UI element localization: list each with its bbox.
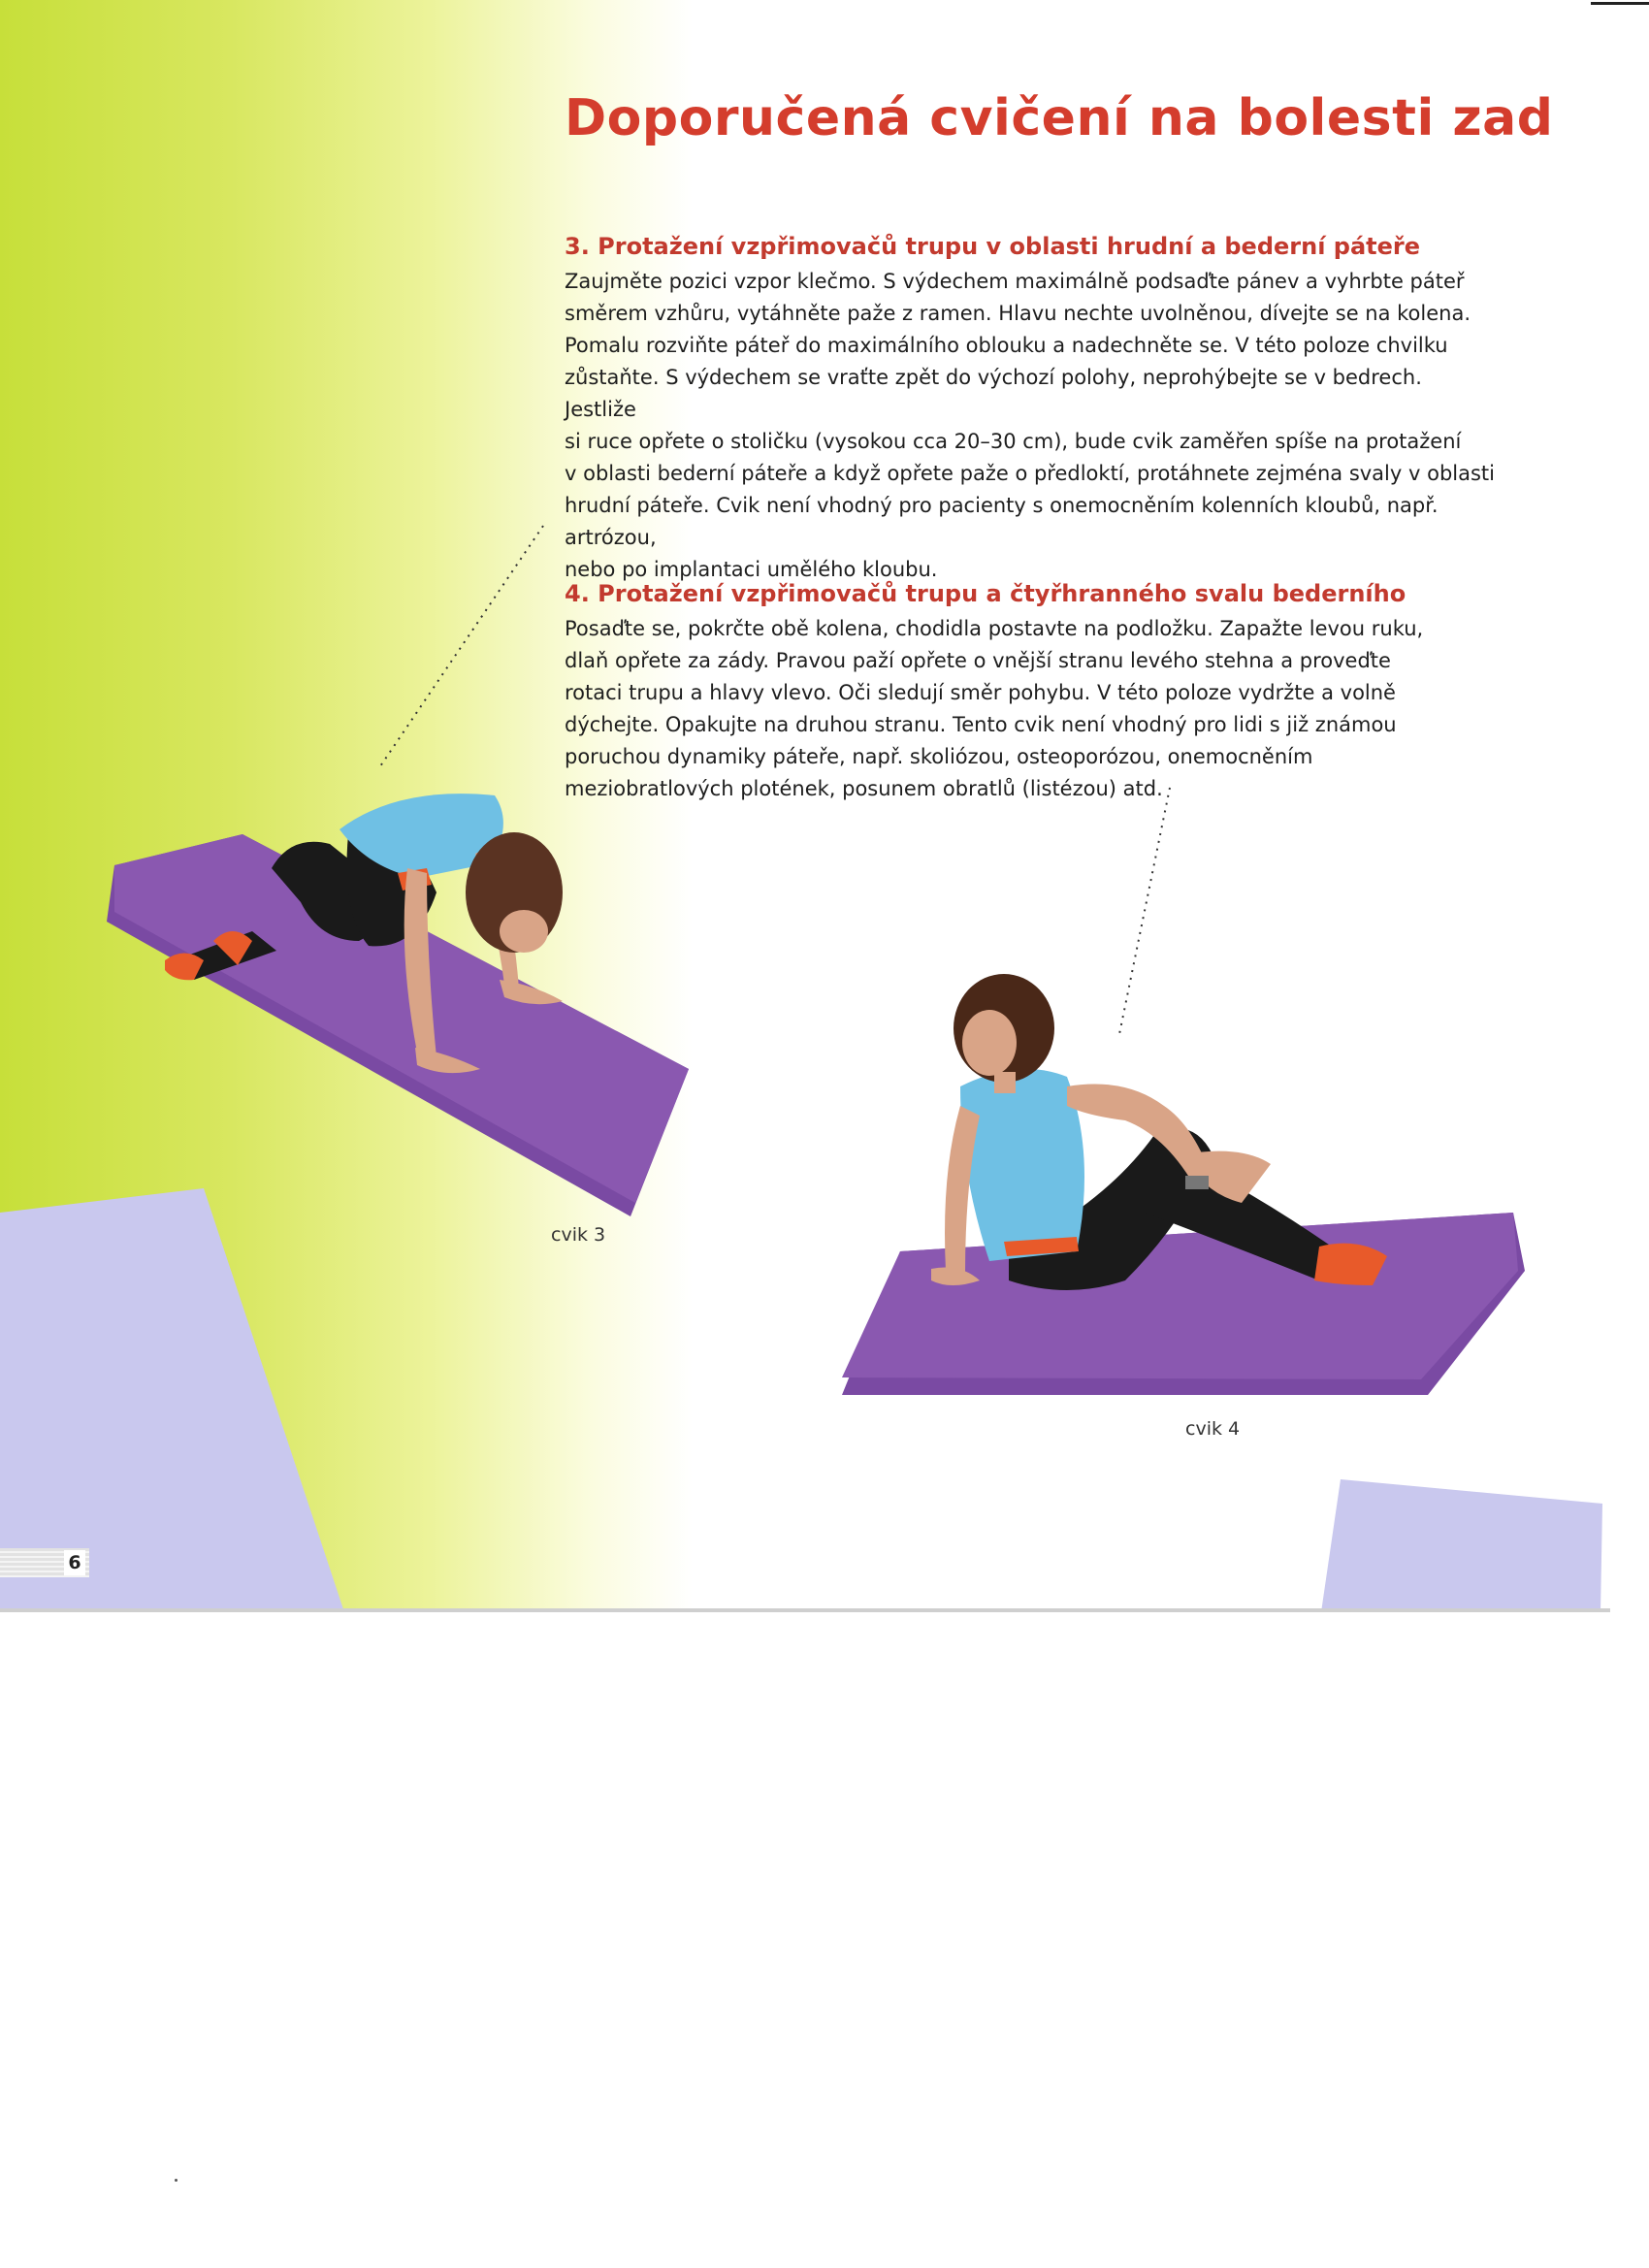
text-line: dýchejte. Opakujte na druhou stranu. Tento cvik není vhodný pro lidi s již známou <box>565 713 1397 736</box>
exercise-3-photo <box>107 776 698 1222</box>
face <box>962 1010 1017 1076</box>
text-line: Zaujměte pozici vzpor klečmo. S výdechem maximálně podsaďte pánev a vyhrbte páteř <box>565 270 1465 293</box>
page-number-tab <box>0 1548 89 1577</box>
wristwatch <box>1185 1176 1209 1189</box>
text-line: v oblasti bederní páteře a když opřete paže o předloktí, protáhnete zejména svaly v oblasti <box>565 462 1495 485</box>
text-line: zůstaňte. S výdechem se vraťte zpět do výchozí polohy, neprohýbejte se v bedrech. Jestliže <box>565 366 1422 421</box>
scan-speck <box>175 2179 178 2182</box>
face <box>500 910 548 953</box>
neck <box>994 1072 1016 1093</box>
text-line: směrem vzhůru, vytáhněte paže z ramen. Hlavu nechte uvolněnou, dívejte se na kolena. <box>565 302 1471 325</box>
exercise-4-heading: 4. Protažení vzpřimovačů trupu a čtyřhranného svalu bederního <box>565 580 1406 607</box>
yoga-mat <box>842 1213 1518 1379</box>
text-line: Pomalu rozviňte páteř do maximálního oblouku a nadechněte se. V této poloze chvilku <box>565 334 1448 357</box>
text-line: hrudní páteře. Cvik není vhodný pro pacienty s onemocněním kolenních kloubů, např. artrózou, <box>565 494 1439 549</box>
text-line: rotaci trupu a hlavy vlevo. Oči sledují směr pohybu. V této poloze vydržte a volně <box>565 681 1396 704</box>
text-line: Posaďte se, pokrčte obě kolena, chodidla postavte na podložku. Zapažte levou ruku, <box>565 617 1424 640</box>
text-line: poruchou dynamiky páteře, např. skoliózou, osteoporózou, onemocněním <box>565 745 1313 768</box>
exercise-4-photo <box>834 960 1533 1407</box>
page-bottom-edge <box>0 1608 1610 1612</box>
leader-line-cvik-3 <box>380 526 543 766</box>
caption-cvik-3: cvik 3 <box>551 1224 606 1246</box>
exercise-3-heading: 3. Protažení vzpřimovačů trupu v oblasti hrudní a bederní páteře <box>565 233 1421 260</box>
blue-shirt <box>960 1069 1084 1261</box>
top-edge-rule <box>1591 2 1649 5</box>
text-line: nebo po implantaci umělého kloubu. <box>565 558 938 581</box>
page-number: 6 <box>64 1550 85 1575</box>
text-line: meziobratlových plotének, posunem obratlů (listézou) atd. <box>565 777 1163 800</box>
text-line: dlaň opřete za zády. Pravou paží opřete o vnější stranu levého stehna a proveďte <box>565 649 1391 672</box>
text-line: si ruce opřete o stoličku (vysokou cca 20–30 cm), bude cvik zaměřen spíše na protažení <box>565 430 1462 453</box>
caption-cvik-4: cvik 4 <box>1185 1418 1241 1440</box>
page-title: Doporučená cvičení na bolesti zad <box>565 89 1554 147</box>
